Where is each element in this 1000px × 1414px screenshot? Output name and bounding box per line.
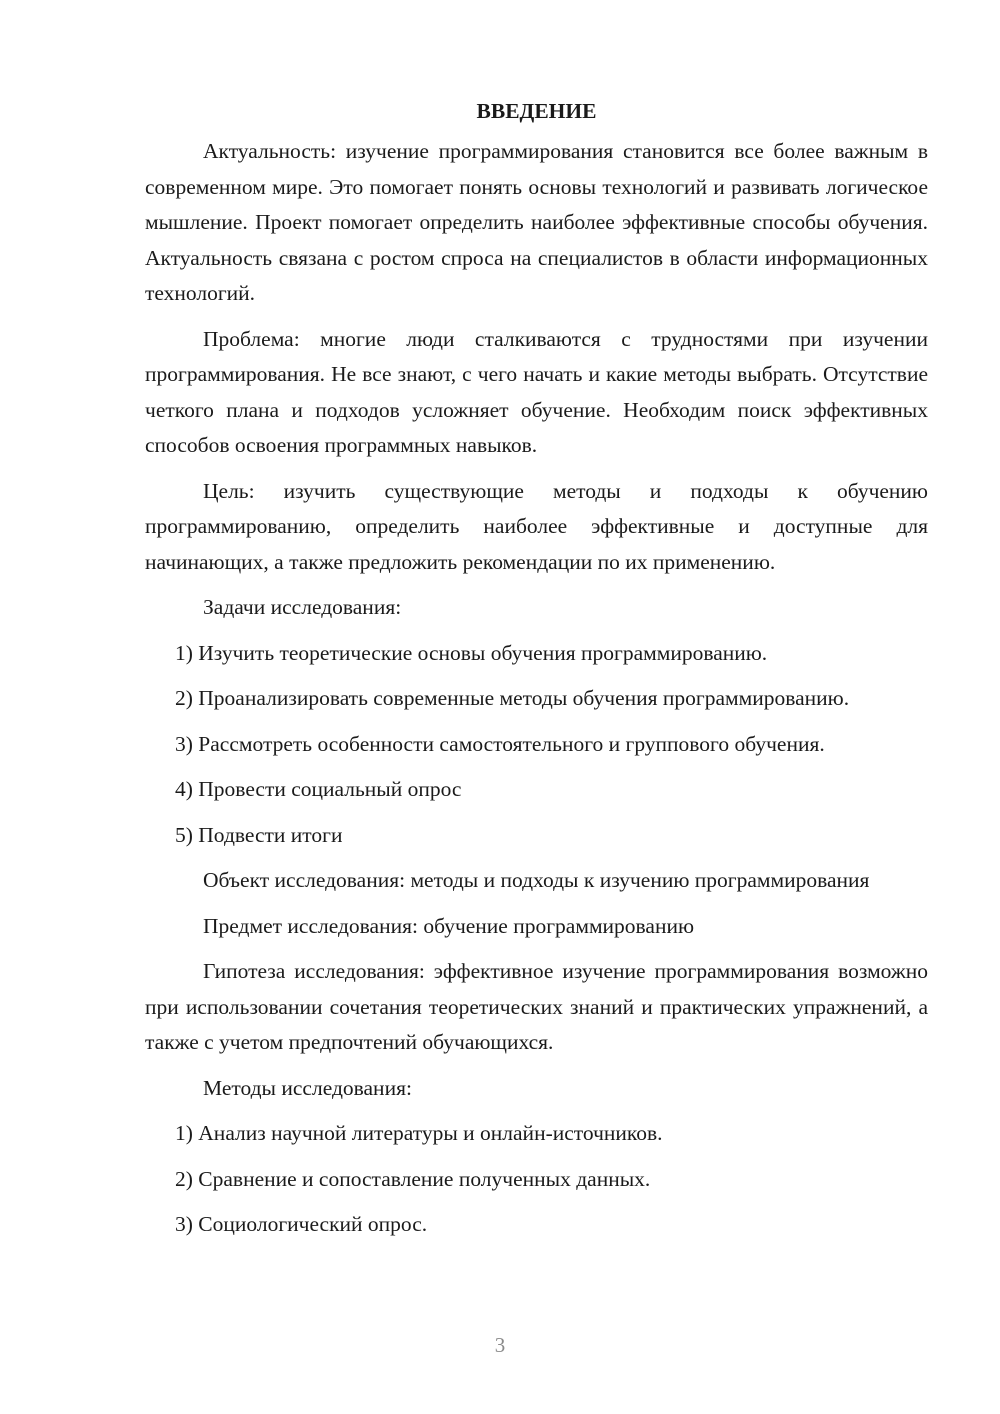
method-item: 3) Социологический опрос.: [175, 1212, 428, 1236]
method-item: 1) Анализ научной литературы и онлайн-источников.: [175, 1121, 663, 1145]
subject-paragraph: Предмет исследования: обучение программированию: [203, 913, 695, 938]
relevance-paragraph: Актуальность: изучение программирования становится все более важным в современном мире. Это помогает понять основы технологий и развивать логическое мышление. Проект помогает определить наиболее эффективные способы обучения. Актуальность связана с ростом спроса на специалистов в области информационных технологий.: [145, 139, 928, 305]
task-item: 5) Подвести итоги: [175, 822, 343, 847]
task-item: 3) Рассмотреть особенности самостоятельного и группового обучения.: [175, 731, 825, 756]
hypothesis-paragraph: Гипотеза исследования: эффективное изучение программирования возможно при использовании сочетания теоретических знаний и практических упражнений, а также с учетом предпочтений обучающихся.: [145, 959, 928, 1054]
goal-paragraph: Цель: изучить существующие методы и подходы к обучению программированию, определить наиболее эффективные и доступные для начинающих, а также предложить рекомендации по их применению.: [145, 478, 928, 574]
object-paragraph: Объект исследования: методы и подходы к изучению программирования: [203, 868, 870, 892]
methods-heading: Методы исследования:: [203, 1075, 412, 1100]
document-page: [145, 96, 928, 1253]
section-title: ВВЕДЕНИЕ: [476, 99, 597, 123]
task-item: 2) Проанализировать современные методы обучения программированию.: [175, 686, 850, 710]
problem-paragraph: Проблема: многие люди сталкиваются с трудностями при изучении программирования. Не все знают, с чего начать и какие методы выбрать. Отсутствие четкого плана и подходов усложняет обучение. Необходим поиск эффективных способов освоения программных навыков.: [145, 326, 928, 457]
tasks-heading: Задачи исследования:: [203, 595, 402, 619]
method-item: 2) Сравнение и сопоставление полученных данных.: [175, 1166, 651, 1191]
task-item: 1) Изучить теоретические основы обучения программированию.: [175, 640, 768, 665]
page-number: 3: [494, 1333, 506, 1357]
task-item: 4) Провести социальный опрос: [175, 777, 462, 801]
